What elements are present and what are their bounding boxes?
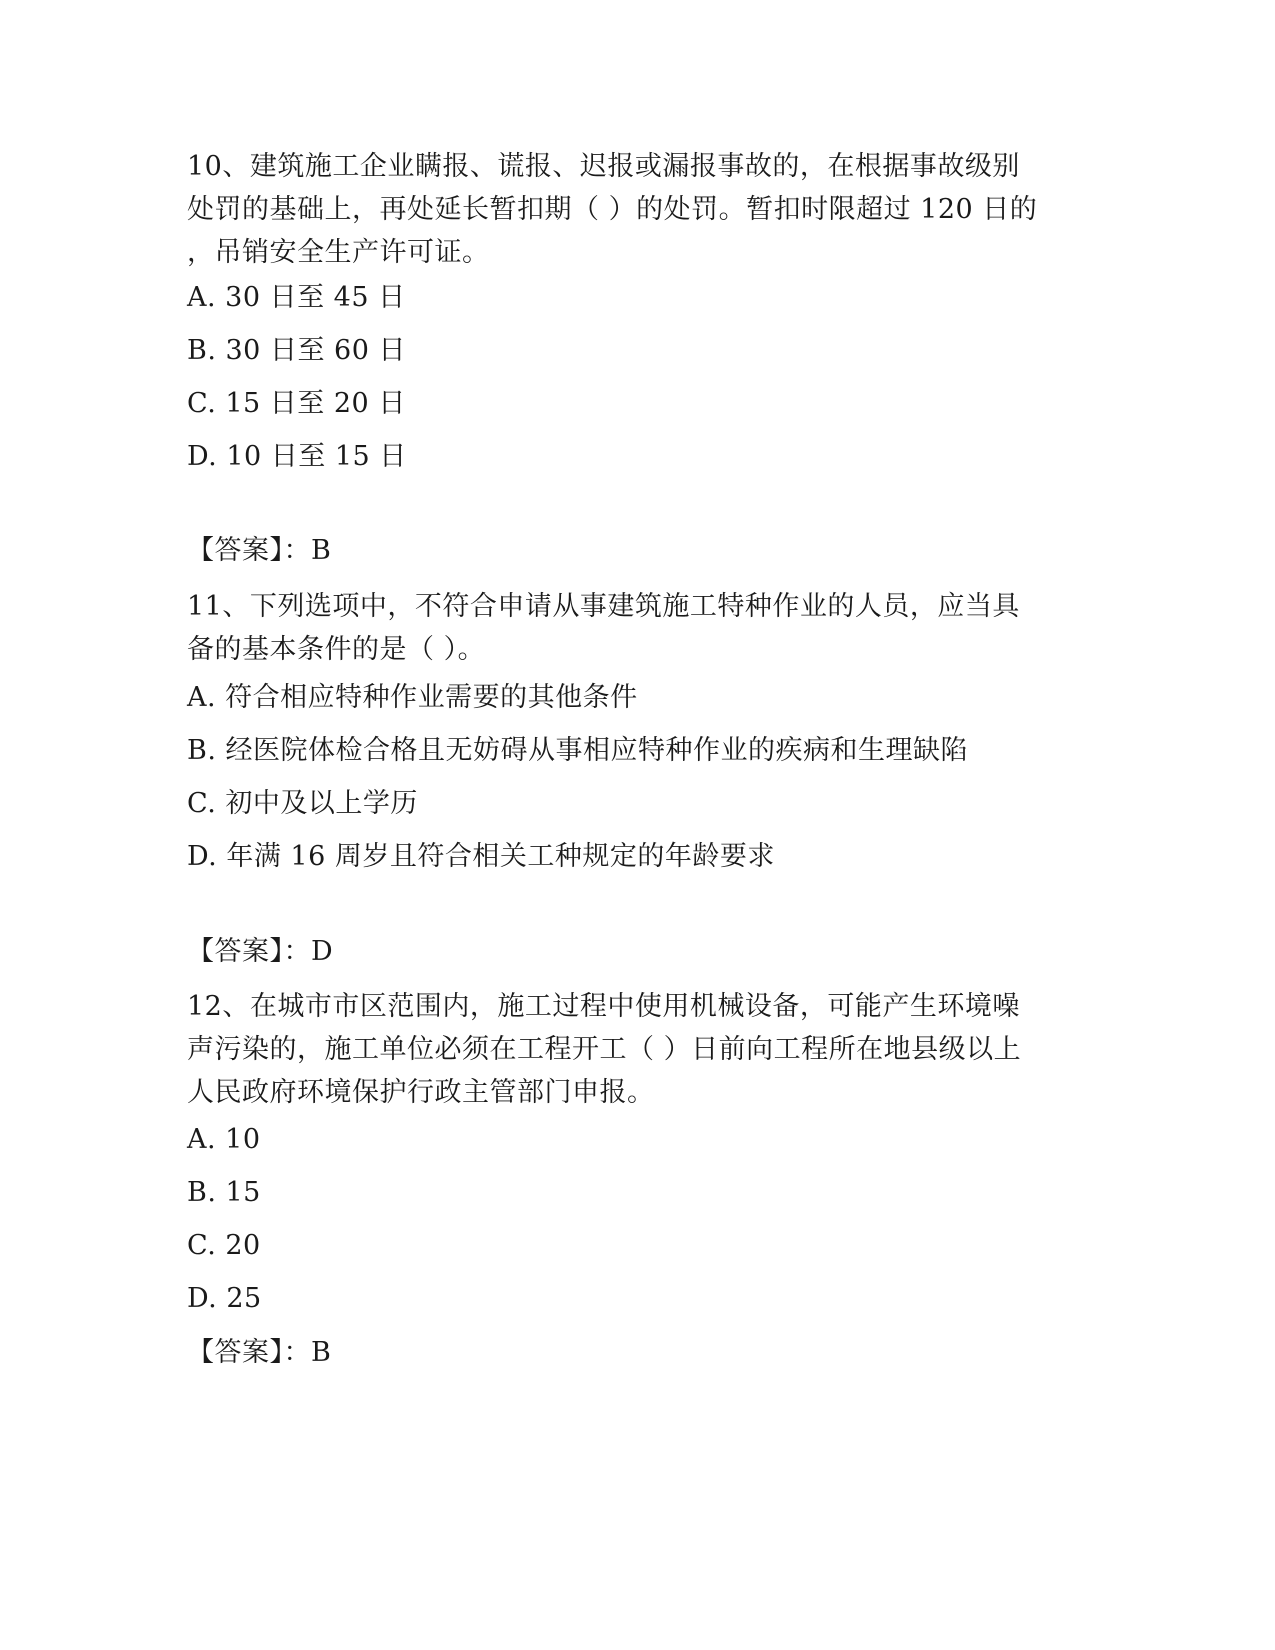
question-12-stem [187, 985, 1087, 1114]
question-stem-line: ，吊销安全生产许可证。 [187, 237, 490, 268]
question-stem-line: 10、建筑施工企业瞒报、谎报、迟报或漏报事故的，在根据事故级别 [187, 151, 1020, 182]
question-12-option-d: D. 25 [187, 1283, 262, 1314]
question-11-option-b: B. 经医院体检合格且无妨碍从事相应特种作业的疾病和生理缺陷 [187, 735, 969, 766]
question-10-option-c: C. 15 日至 20 日 [187, 388, 406, 419]
question-11-answer: 【答案】：D [187, 936, 334, 967]
question-stem-line: 备的基本条件的是（ ）。 [187, 634, 486, 665]
question-12-option-a: A. 10 [187, 1124, 261, 1155]
question-stem-line: 11、下列选项中，不符合申请从事建筑施工特种作业的人员，应当具 [187, 591, 1020, 622]
question-stem-line: 人民政府环境保护行政主管部门申报。 [187, 1077, 655, 1108]
question-10-stem [187, 145, 1087, 274]
question-10-answer: 【答案】：B [187, 535, 332, 566]
question-11-option-d: D. 年满 16 周岁且符合相关工种规定的年龄要求 [187, 841, 775, 872]
question-stem-line: 声污染的，施工单位必须在工程开工（ ）日前向工程所在地县级以上 [187, 1034, 1022, 1065]
question-10-option-d: D. 10 日至 15 日 [187, 441, 407, 472]
question-11-stem [187, 585, 1087, 671]
question-stem-line: 处罚的基础上，再处延长暂扣期（ ）的处罚。暂扣时限超过 120 日的 [187, 194, 1038, 225]
question-10-option-a: A. 30 日至 45 日 [187, 282, 406, 313]
question-11-option-a: A. 符合相应特种作业需要的其他条件 [187, 682, 638, 713]
question-stem-line: 12、在城市市区范围内，施工过程中使用机械设备，可能产生环境噪 [187, 991, 1020, 1022]
question-12-option-c: C. 20 [187, 1230, 261, 1261]
question-10-option-b: B. 30 日至 60 日 [187, 335, 406, 366]
question-11-option-c: C. 初中及以上学历 [187, 788, 418, 819]
question-12-answer: 【答案】：B [187, 1337, 332, 1368]
question-12-option-b: B. 15 [187, 1177, 261, 1208]
